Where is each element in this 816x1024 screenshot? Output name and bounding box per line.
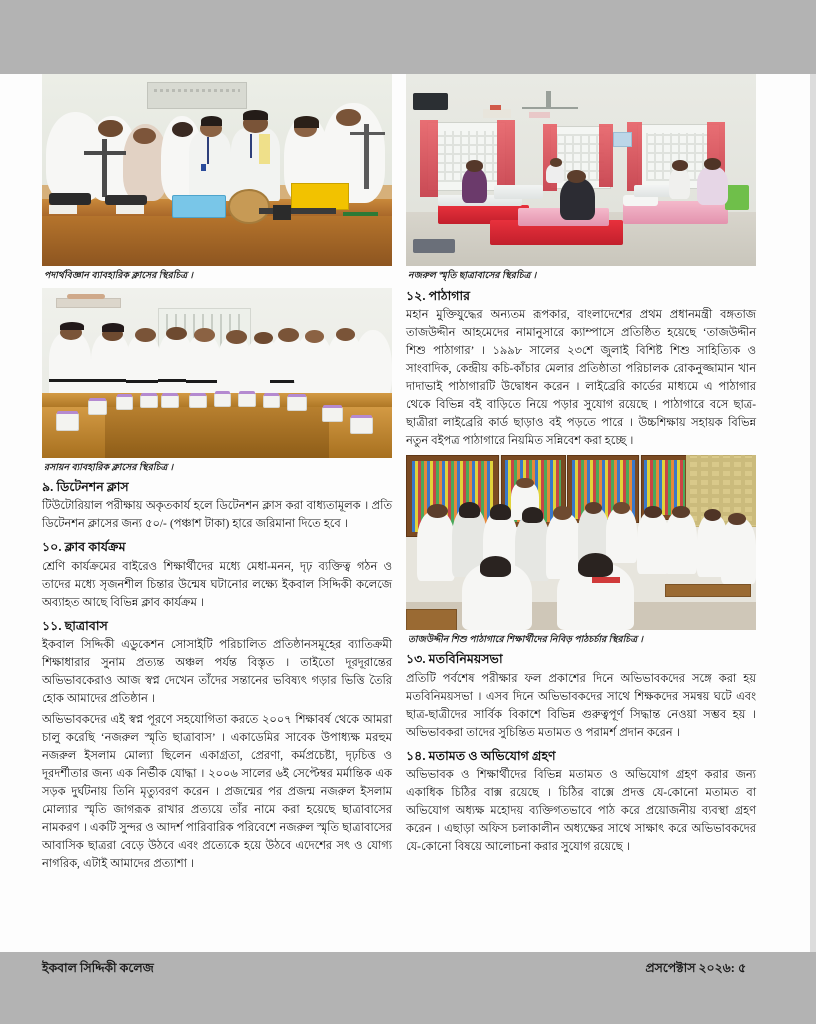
- section-heading-9: ৯. ডিটেনশন ক্লাস: [42, 480, 129, 494]
- section-12-paragraph-1: মহান মুক্তিযুদ্ধের অন্যতম রূপকার, বাংলাদেশের প্রথম প্রধানমন্ত্রী বঙ্গতাজ তাজউদ্দীন আহমেদের নামানুসারে ক্যাম্পাসে প্রতিষ্ঠিত হয়েছে ‘তাজউদ্দীন শিশু পাঠাগার’ । ১৯৯৮ সালের ২৩শে জুলাই বিশিষ্ট শিশু সাহিত্যিক ও সাংবাদিক, কেন্দ্রীয় কচি-কাঁচার মেলার প্রতিষ্ঠাতা পরিচালক রোকনুজ্জামান খান দাদাভাই পাঠাগারটি উদ্বোধন করেন । লাইব্রেরি কার্ডের মাধ্যমে এ পাঠাগার থেকে বিভিন্ন বই বাড়িতে নিয়ে পড়ার সুযোগ রয়েছে । পাঠাগারে বসে ছাত্র-ছাত্রীরা লাইব্রেরি কার্ড ছাড়াও বই পড়তে পারে । উচ্চশিক্ষায় সহায়ক বিভিন্ন নতুন বইপত্র পাঠাগারে নিয়মিত সন্নিবেশ করা হচ্ছে ।: [406, 308, 756, 447]
- section-heading-12: ১২. পাঠাগার: [406, 288, 471, 303]
- section-11-paragraph-2: অভিভাবকদের এই স্বপ্ন পূরণে সহযোগিতা করতে ২০০৭ শিক্ষাবর্ষ থেকে আমরা চালু করেছি ‘নজরুল স্মৃতি ছাত্রাবাস’ । একাডেমির সাবেক উপাধ্যক্ষ মরহুম নজরুল ইসলাম মোল্যা ছিলেন একাগ্রতা, প্রেরণা, কর্মপ্রচেষ্টা, দৃঢ়চিত্ত ও দূরদর্শীতার জন্য এক নির্ভীক যোদ্ধা । ২০০৬ সালের ৬ই সেপ্টেম্বর মর্মান্তিক এক সড়ক দুর্ঘটনায় তিনি মৃত্যুবরণ করেন । প্রজন্মের পর প্রজন্ম নজরুল ইসলাম মোল্যার স্মৃতি জাগরূক রাখার প্রত্যয়ে তাঁর নামে করা হয়েছে ছাত্রাবাসের নামকরণ । একটি সুন্দর ও আদর্শ পারিবারিক পরিবেশে নজরুল স্মৃতি ছাত্রাবাসের আবাসিক ছাত্ররা বেড়ে উঠবে এবং প্রত্যেকে হয়ে উঠবে এদেশের সৎ ও যোগ্য নাগরিক, এটাই আমাদের প্রত্যাশা ।: [42, 714, 392, 871]
- section-10-paragraph-1: শ্রেণি কার্যক্রমের বাইরেও শিক্ষার্থীদের মধ্যে মেধা-মনন, দৃঢ় ব্যক্তিত্ব গঠন ও তাদের মধ্যে সৃজনশীল চিন্তার উন্মেষ ঘটানোর লক্ষ্যে ইকবাল সিদ্দিকী কলেজে অব্যাহত আছে বিভিন্ন ক্লাব কার্যক্রম ।: [42, 560, 392, 609]
- photo-library-caption: তাজউদ্দীন শিশু পাঠাগারে শিক্ষার্থীদের নিবিড় পাঠচর্চার স্থিরচিত্র ।: [408, 633, 643, 644]
- photo-hostel: [406, 74, 756, 266]
- section-9-paragraph-1: টিউটোরিয়াল পরীক্ষায় অকৃতকার্য হলে ডিটেনশন ক্লাস করা বাধ্যতামূলক । প্রতি ডিটেনশন ক্লাসের জন্য ৫০/- (পঞ্চাশ টাকা) হারে জরিমানা দিতে হবে ।: [42, 500, 392, 531]
- section-heading-11: ১১. ছাত্রাবাস: [42, 618, 108, 633]
- section-heading-14: ১৪. মতামত ও অভিযোগ গ্রহণ: [406, 748, 556, 763]
- footer-college-name: ইকবাল সিদ্দিকী কলেজ: [42, 961, 154, 975]
- page-right-edge-shadow: [810, 74, 816, 952]
- left-column: [42, 74, 392, 878]
- right-column: [406, 74, 756, 861]
- photo-chemistry-caption: রসায়ন ব্যাবহারিক ক্লাসের স্থিরচিত্র ।: [44, 461, 174, 472]
- photo-physics-lab: [42, 74, 392, 266]
- section-heading-13: ১৩. মতবিনিময়সভা: [406, 652, 503, 667]
- footer-page-label: প্রসপেক্টাস ২০২৬: ৫: [645, 961, 746, 975]
- photo-library: [406, 455, 756, 630]
- photo-hostel-caption: নজরুল স্মৃতি ছাত্রাবাসের স্থিরচিত্র ।: [408, 270, 537, 280]
- photo-chemistry-lab: [42, 288, 392, 458]
- page-top-margin-band: [0, 0, 816, 74]
- section-14-paragraph-1: অভিভাবক ও শিক্ষার্থীদের বিভিন্ন মতামত ও অভিযোগ গ্রহণ করার জন্য একাধিক চিঠির বাক্স রয়েছে । চিঠির বাক্সে প্রদত্ত যে-কোনো মতামত বা অভিযোগ অধ্যক্ষ মহোদয় ব্যক্তিগতভাবে পাঠ করে প্রয়োজনীয় ব্যবস্থা গ্রহণ করেন । এছাড়া অফিস চলাকালীন অধ্যক্ষের সাথে সাক্ষাৎ করে অভিভাবকদের যে-কোনো বিষয়ে আলোচনা করার সুযোগ রয়েছে ।: [406, 769, 756, 854]
- section-13-paragraph-1: প্রতিটি পর্বশেষ পরীক্ষার ফল প্রকাশের দিনে অভিভাবকদের সঙ্গে করা হয় মতবিনিময়সভা । এসব দিনে অভিভাবকদের সাথে শিক্ষকদের সমন্বয় ঘটে এবং ছাত্র-ছাত্রীদের সার্বিক বিকাশে বিভিন্ন গুরুত্বপূর্ণ সিদ্ধান্ত নেওয়া সম্ভব হয় । অভিভাবকরা তাদের সুচিন্তিত মতামত ও পরামর্শ প্রদান করেন ।: [406, 672, 756, 739]
- section-11-paragraph-1: ইকবাল সিদ্দিকী এডুকেশন সোসাইটি পরিচালিত প্রতিষ্ঠানসমূহের ব্যাতিক্রমী শিক্ষাধারার সুনাম প্রত্যন্ত অঞ্চল পর্যন্ত বিস্তৃত । তাইতো দূরদূরান্তের অভিভাবকেরাও আজ স্বপ্ন দেখেন তাঁদের সন্তানের ভবিষ্যৎ গড়ার ভিত্তি তৈরি হোক আমাদের প্রতিষ্ঠান ।: [42, 639, 392, 706]
- photo-physics-caption: পদার্থবিজ্ঞান ব্যাবহারিক ক্লাসের স্থিরচিত্র ।: [44, 270, 194, 280]
- section-heading-10: ১০. ক্লাব কার্যক্রম: [42, 540, 126, 555]
- page-footer: [0, 952, 816, 1024]
